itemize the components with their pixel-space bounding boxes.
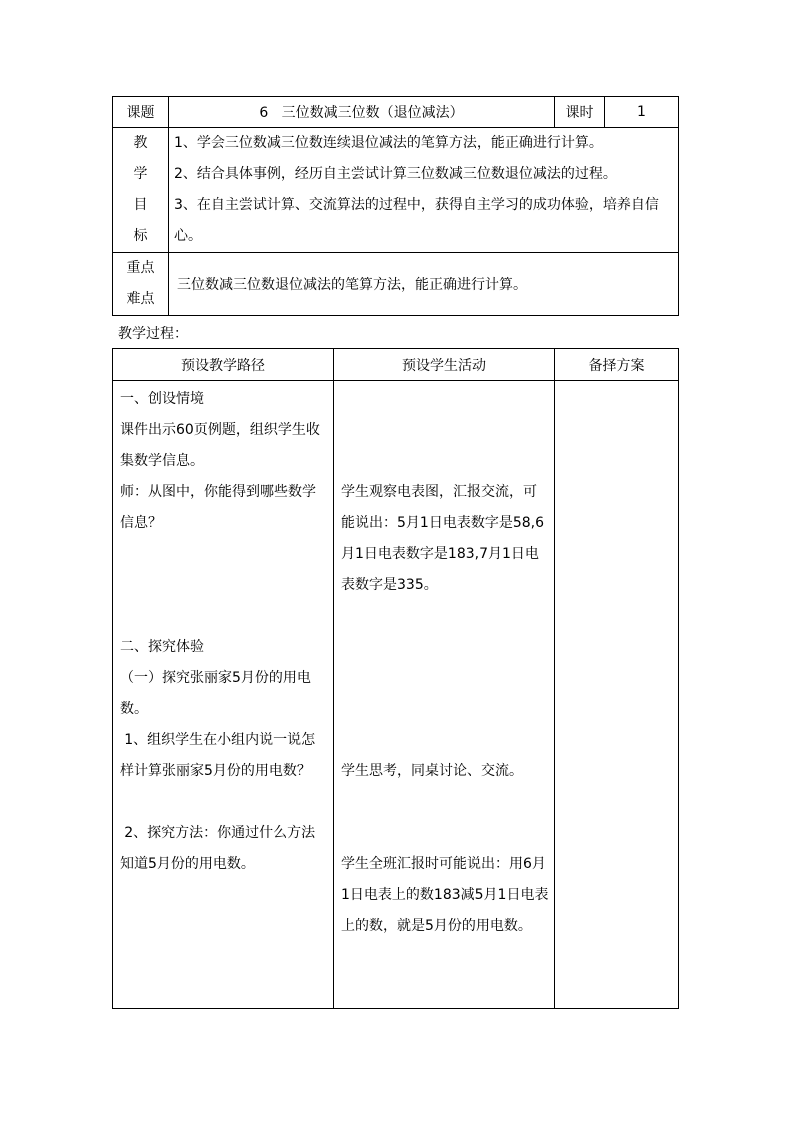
key-points-label-line: 难点: [126, 291, 155, 307]
teaching-paragraph: （一）探究张丽家5月份的用电数。: [120, 670, 311, 717]
student-activity: 学生观察电表图，汇报交流，可能说出：5月1日电表数字是58,6月1日电表数字是183,7月1日电表数字是335。: [341, 484, 544, 593]
topic-value: 6 三位数减三位数（退位减法）: [169, 97, 555, 128]
key-points-label-line: 重点: [126, 260, 155, 276]
lesson-header-table: [112, 96, 679, 316]
process-label: 教学过程：: [118, 326, 188, 342]
goals-label-char: 标: [133, 228, 148, 244]
teaching-paragraph: 2、探究方法：你通过什么方法知道5月份的用电数。: [120, 825, 316, 872]
period-label: 课时: [555, 97, 605, 128]
goals-label-char: 学: [133, 166, 148, 182]
key-points-label: [113, 253, 169, 316]
section-title: 二、探究体验: [120, 639, 204, 655]
period-value: 1: [605, 97, 679, 128]
alternative-plan-cell: [555, 381, 679, 1009]
student-activity-cell: [334, 381, 555, 1009]
goals-label: [113, 128, 169, 253]
student-activity: 学生思考，同桌讨论、交流。: [341, 763, 523, 779]
column-header-alternative-plan: 备择方案: [555, 349, 679, 381]
topic-label: 课题: [113, 97, 169, 128]
teaching-paragraph: 课件出示60页例题，组织学生收集数学信息。: [120, 422, 320, 469]
teaching-path-cell: [113, 381, 334, 1009]
section-title: 一、创设情境: [120, 391, 204, 407]
process-table: [112, 348, 679, 1009]
column-header-teaching-path: 预设教学路径: [113, 349, 334, 381]
teaching-paragraph: 1、组织学生在小组内说一说怎样计算张丽家5月份的用电数？: [120, 732, 316, 779]
goal-item: 2、结合具体事例，经历自主尝试计算三位数减三位数退位减法的过程。: [174, 166, 617, 182]
teaching-paragraph: 师：从图中，你能得到哪些数学信息？: [120, 484, 316, 531]
goals-content: [169, 128, 679, 253]
goals-label-char: 教: [133, 135, 148, 151]
goals-label-char: 目: [133, 197, 148, 213]
goal-item: 3、在自主尝试计算、交流算法的过程中，获得自主学习的成功体验，培养自信心。: [174, 197, 659, 244]
column-header-student-activity: 预设学生活动: [334, 349, 555, 381]
student-activity: 学生全班汇报时可能说出：用6月1日电表上的数183减5月1日电表上的数，就是5月份的用电数。: [341, 856, 549, 934]
key-points-text: 三位数减三位数退位减法的笔算方法，能正确进行计算。: [169, 253, 679, 316]
goal-item: 1、学会三位数减三位数连续退位减法的笔算方法，能正确进行计算。: [174, 135, 603, 151]
